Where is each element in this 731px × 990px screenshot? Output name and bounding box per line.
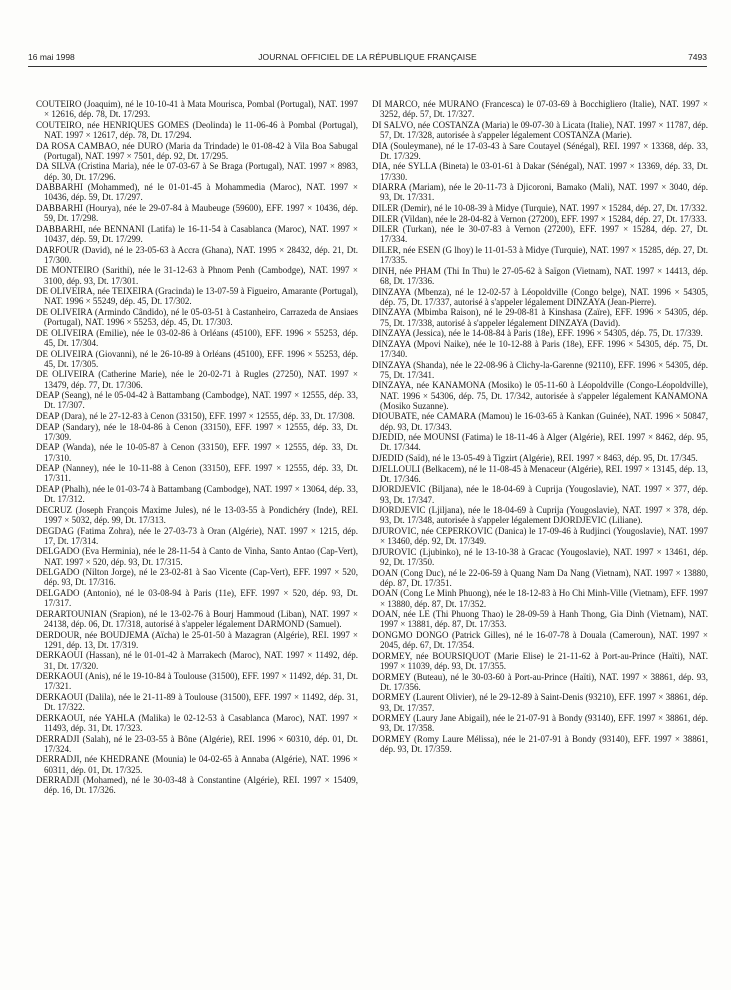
naturalization-entry: DERDOUR, née BOUDJEMA (Aïcha) le 25-01-50 à Mazagran (Algérie), REI. 1997 × 1291, dép. 13, Dt. 17/319. (36, 629, 358, 650)
naturalization-entry: DE OLIVEIRA (Emilie), née le 03-02-86 à Orléans (45100), EFF. 1996 × 55253, dép. 45, Dt. 17/304. (36, 327, 358, 348)
naturalization-entry: DINZAYA (Mbenza), né le 12-02-57 à Léopoldville (Congo belge), NAT. 1996 × 54305, dép. 75, Dt. 17/337, autorisé à s'appeler légalement DINZAYA (Jean-Pierre). (372, 286, 708, 307)
naturalization-entry: DJEDID (Saïd), né le 13-05-49 à Tigzirt (Algérie), REI. 1997 × 8463, dép. 95, Dt. 17/345. (372, 452, 698, 463)
naturalization-entry: DEAP (Seang), né le 05-04-42 à Battambang (Cambodge), NAT. 1997 × 12555, dép. 33, Dt. 17/307. (36, 390, 358, 411)
naturalization-entry: DJELLOULI (Belkacem), né le 11-08-45 à Menaceur (Algérie), REI. 1997 × 13145, dép. 13, Dt. 17/346. (372, 463, 708, 484)
naturalization-entry: COUTEIRO, née HENRIQUES GOMES (Deolinda) le 11-06-46 à Pombal (Portugal), NAT. 1997 × 12617, dép. 78, Dt. 17/294. (36, 119, 358, 140)
naturalization-entry: DJORDJEVIC (Ljiljana), née le 18-04-69 à Cuprija (Yougoslavie), NAT. 1997 × 378, dép. 93, Dt. 17/348, autorisée à s'appeler légalement DJORDJEVIC (Liliane). (372, 505, 708, 526)
naturalization-entry: DORMEY (Romy Laure Mélissa), née le 21-07-91 à Bondy (93140), EFF. 1997 × 38861, dép. 93, Dt. 17/359. (372, 733, 708, 755)
naturalization-entry: DJORDJEVIC (Biljana), née le 18-04-69 à Cuprija (Yougoslavie), NAT. 1997 × 377, dép. 93, Dt. 17/347. (372, 484, 708, 505)
naturalization-entry: DORMEY (Laurent Olivier), né le 29-12-89 à Saint-Denis (93210), EFF. 1997 × 38861, dép. 93, Dt. 17/357. (372, 692, 708, 713)
naturalization-entry: DECRUZ (Joseph François Maxime Jules), né le 13-03-55 à Pondichéry (Inde), REI. 1997 × 5032, dép. 99, Dt. 17/313. (36, 504, 358, 525)
naturalization-entry: DILER (Vildan), née le 28-04-82 à Vernon (27200), EFF. 1997 × 15284, dép. 27, Dt. 17/333. (372, 213, 707, 224)
naturalization-entry: DERKAOUI, née YAHLA (Malika) le 02-12-53 à Casablanca (Maroc), NAT. 1997 × 11493, dép. 31, Dt. 17/323. (36, 712, 358, 733)
header-rule (28, 66, 707, 67)
naturalization-entry: DOAN (Cong Le Minh Phuong), née le 18-12-83 à Ho Chi Minh-Ville (Vietnam), EFF. 1997 × 13880, dép. 87, Dt. 17/352. (372, 588, 708, 609)
naturalization-entry: DORMEY (Laury Jane Abigail), née le 21-07-91 à Bondy (93140), EFF. 1997 × 38861, dép. 93, Dt. 17/358. (372, 713, 708, 734)
naturalization-entry: DEAP (Dara), né le 27-12-83 à Cenon (33150), EFF. 1997 × 12555, dép. 33, Dt. 17/308. (36, 410, 355, 421)
naturalization-entry: DJEDID, née MOUNSI (Fatima) le 18-11-46 à Alger (Algérie), REI. 1997 × 8462, dép. 95, Dt. 17/344. (372, 432, 708, 453)
naturalization-entry: DERKAOUI (Anis), né le 19-10-84 à Toulouse (31500), EFF. 1997 × 11492, dép. 31, Dt. 17/321. (36, 671, 358, 692)
naturalization-entry: DERKAOUI (Hassan), né le 01-01-42 à Marrakech (Maroc), NAT. 1997 × 11492, dép. 31, Dt. 17/320. (36, 650, 358, 671)
naturalization-entry: DINH, née PHAM (Thi In Thu) le 27-05-62 à Saïgon (Vietnam), NAT. 1997 × 14413, dép. 68, Dt. 17/336. (372, 265, 708, 286)
naturalization-entry: DELGADO (Antonio), né le 03-08-94 à Paris (11e), EFF. 1997 × 520, dép. 93, Dt. 17/317. (36, 587, 358, 609)
naturalization-entry: DILER (Demir), né le 10-08-39 à Midye (Turquie), NAT. 1997 × 15284, dép. 27, Dt. 17/332. (372, 202, 708, 213)
naturalization-entry: DEAP (Sandary), née le 18-04-86 à Cenon (33150), EFF. 1997 × 12555, dép. 33, Dt. 17/309. (36, 421, 358, 442)
naturalization-entry: DILER (Turkan), née le 30-07-83 à Vernon (27200), EFF. 1997 × 15284, dép. 27, Dt. 17/334. (372, 224, 708, 245)
naturalization-entry: DA SILVA (Cristina Maria), née le 07-03-67 à Se Braga (Portugal), NAT. 1997 × 8983, dép. 30, Dt. 17/296. (36, 161, 358, 182)
naturalization-entry: DIA (Souleymane), né le 17-03-43 à Sare Coutayel (Sénégal), REI. 1997 × 13368, dép. 33, Dt. 17/329. (372, 140, 708, 161)
header-date: 16 mai 1998 (28, 52, 75, 62)
naturalization-entry: DE OLIVEIRA (Giovanni), né le 26-10-89 à Orléans (45100), EFF. 1996 × 55253, dép. 45, Dt. 17/305. (36, 348, 358, 369)
naturalization-entry: DERRADJI (Salah), né le 23-03-55 à Bône (Algérie), REI. 1996 × 60310, dép. 01, Dt. 17/324. (36, 733, 358, 754)
naturalization-entry: DORMEY, née BOURSIQUOT (Marie Elise) le 21-11-62 à Port-au-Prince (Haïti), NAT. 1997 × 11039, dép. 93, Dt. 17/355. (372, 650, 708, 671)
header-page-number: 7493 (688, 52, 707, 62)
naturalization-entry: DE OLIVEIRA (Armindo Cândido), né le 05-03-51 à Castanheiro, Carrazeda de Ansiaes (Portugal), NAT. 1996 × 55253, dép. 45, Dt. 17/303. (36, 306, 358, 328)
naturalization-entry: DJUROVIC, née CEPERKOVIC (Danica) le 17-09-46 à Rudjinci (Yougoslavie), NAT. 1997 × 13460, dép. 92, Dt. 17/349. (372, 525, 708, 547)
naturalization-entry: DOAN (Cong Duc), né le 22-06-59 à Quang Nam Da Nang (Vietnam), NAT. 1997 × 13880, dép. 87, Dt. 17/351. (372, 567, 708, 588)
header-title: JOURNAL OFFICIEL DE LA RÉPUBLIQUE FRANÇAISE (258, 52, 477, 62)
naturalization-entry: DABBARHI, née BENNANI (Latifa) le 16-11-54 à Casablanca (Maroc), NAT. 1997 × 10437, dép. 59, Dt. 17/299. (36, 223, 358, 244)
naturalization-entry: DINZAYA, née KANAMONA (Mosiko) le 05-11-60 à Léopoldville (Congo-Léopoldville), NAT. 1996 × 54306, dép. 75, Dt. 17/342, autorisée à s'appeler légalement KANAMONA (Mosiko Suzanne). (372, 380, 708, 411)
naturalization-entry: DONGMO DONGO (Patrick Gilles), né le 16-07-78 à Douala (Cameroun), NAT. 1997 × 2045, dép. 67, Dt. 17/354. (372, 629, 708, 651)
naturalization-entry: DI MARCO, née MURANO (Francesca) le 07-03-69 à Bocchigliero (Italie), NAT. 1997 × 3252, dép. 57, Dt. 17/327. (372, 99, 708, 120)
naturalization-entry: DE OLIVEIRA, née TEIXEIRA (Gracinda) le 13-07-59 à Figueiro, Amarante (Portugal), NAT. 1996 × 55249, dép. 45, Dt. 17/302. (36, 286, 358, 307)
naturalization-entry: DI SALVO, née COSTANZA (Maria) le 09-07-30 à Licata (Italie), NAT. 1997 × 11787, dép. 57, Dt. 17/328, autorisée à s'appeler légalement COSTANZA (Marie). (372, 119, 708, 140)
naturalization-entry: DELGADO (Eva Herminia), née le 28-11-54 à Canto de Vinha, Santo Antao (Cap-Vert), NAT. 1997 × 520, dép. 93, Dt. 17/315. (36, 546, 358, 567)
naturalization-entry: DA ROSA CAMBAO, née DURO (Maria da Trindade) le 01-08-42 à Vila Boa Sabugal (Portugal), NAT. 1997 × 7501, dép. 92, Dt. 17/295. (36, 140, 358, 161)
naturalization-entry: DELGADO (Nilton Jorge), né le 23-02-81 à Sao Vicente (Cap-Vert), EFF. 1997 × 520, dép. 93, Dt. 17/316. (36, 567, 358, 588)
naturalization-entry: COUTEIRO (Joaquim), né le 10-10-41 à Mata Mourisca, Pombal (Portugal), NAT. 1997 × 12616, dép. 78, Dt. 17/293. (36, 99, 358, 120)
right-column (372, 99, 708, 990)
naturalization-entry: DE OLIVEIRA (Catherine Marie), née le 20-02-71 à Rugles (27250), NAT. 1997 × 13479, dép. 77, Dt. 17/306. (36, 369, 358, 390)
naturalization-entry: DILER, née ESEN (G lhoy) le 11-01-53 à Midye (Turquie), NAT. 1997 × 15285, dép. 27, Dt. 17/335. (372, 244, 708, 266)
naturalization-entry: DINZAYA (Mpovi Naike), née le 10-12-88 à Paris (18e), EFF. 1996 × 54305, dép. 75, Dt. 17/340. (372, 338, 708, 359)
naturalization-entry: DEGDAG (Fatima Zohra), née le 27-03-73 à Oran (Algérie), NAT. 1997 × 1215, dép. 17, Dt. 17/314. (36, 525, 358, 546)
naturalization-entry: DERRADJI (Mohamed), né le 30-03-48 à Constantine (Algérie), REI. 1997 × 15409, dép. 16, Dt. 17/326. (36, 775, 358, 796)
naturalization-entry: DE MONTEIRO (Sarithi), née le 31-12-63 à Phnom Penh (Cambodge), NAT. 1997 × 3100, dép. 93, Dt. 17/301. (36, 265, 358, 286)
naturalization-entry: DERKAOUI (Dalila), née le 21-11-89 à Toulouse (31500), EFF. 1997 × 11492, dép. 31, Dt. 17/322. (36, 691, 358, 713)
naturalization-entry: DIA, née SYLLA (Bineta) le 03-01-61 à Dakar (Sénégal), NAT. 1997 × 13369, dép. 33, Dt. 17/330. (372, 161, 708, 182)
naturalization-entry: DJUROVIC (Ljubinko), né le 13-10-38 à Gracac (Yougoslavie), NAT. 1997 × 13461, dép. 92, Dt. 17/350. (372, 546, 708, 567)
naturalization-entry: DIOUBATE, née CAMARA (Mamou) le 16-03-65 à Kankan (Guinée), NAT. 1996 × 50847, dép. 93, Dt. 17/343. (372, 411, 708, 432)
naturalization-entry: DERRADJI, née KHEDRANE (Mounia) le 04-02-65 à Annaba (Algérie), NAT. 1996 × 60311, dép. 01, Dt. 17/325. (36, 754, 358, 775)
naturalization-entry: DINZAYA (Shanda), née le 22-08-96 à Clichy-la-Garenne (92110), EFF. 1996 × 54305, dép. 75, Dt. 17/341. (372, 359, 708, 380)
left-column (36, 99, 358, 990)
naturalization-entry: DINZAYA (Mbimba Raison), né le 29-08-81 à Kinshasa (Zaïre), EFF. 1996 × 54305, dép. 75, Dt. 17/338, autorisé à s'appeler légalement DINZAYA (David). (372, 307, 708, 328)
naturalization-entry: DARFOUR (David), né le 23-05-63 à Accra (Ghana), NAT. 1995 × 28432, dép. 21, Dt. 17/300. (36, 244, 358, 265)
naturalization-entry: DABBARHI (Hourya), née le 29-07-84 à Maubeuge (59600), EFF. 1997 × 10436, dép. 59, Dt. 17/298. (36, 202, 358, 224)
naturalization-entry: DEAP (Phalh), née le 01-03-74 à Battambang (Cambodge), NAT. 1997 × 13064, dép. 33, Dt. 17/312. (36, 483, 358, 505)
naturalization-entry: DOAN, née LE (Thi Phuong Thao) le 28-09-59 à Hanh Thong, Gia Dinh (Vietnam), NAT. 1997 × 13881, dép. 87, Dt. 17/353. (372, 609, 708, 630)
naturalization-entry: DIARRA (Mariam), née le 20-11-73 à Djicoroni, Bamako (Mali), NAT. 1997 × 3040, dép. 93, Dt. 17/331. (372, 182, 708, 203)
page-header (28, 52, 707, 66)
naturalization-entry: DORMEY (Buteau), né le 30-03-60 à Port-au-Prince (Haïti), NAT. 1997 × 38861, dép. 93, Dt. 17/356. (372, 671, 708, 692)
naturalization-entry: DERARTOUNIAN (Srapion), né le 13-02-76 à Bourj Hammoud (Liban), NAT. 1997 × 24138, dép. 06, Dt. 17/318, autorisé à s'appeler légalement DARMOND (Samuel). (36, 608, 358, 629)
naturalization-entry: DEAP (Wanda), née le 10-05-87 à Cenon (33150), EFF. 1997 × 12555, dép. 33, Dt. 17/310. (36, 442, 358, 463)
naturalization-entry: DEAP (Nanney), née le 10-11-88 à Cenon (33150), EFF. 1997 × 12555, dép. 33, Dt. 17/311. (36, 463, 358, 484)
naturalization-entry: DINZAYA (Jessica), née le 14-08-84 à Paris (18e), EFF. 1996 × 54305, dép. 75, Dt. 17/339. (372, 328, 703, 339)
naturalization-entry: DABBARHI (Mohammed), né le 01-01-45 à Mohammedia (Maroc), NAT. 1997 × 10436, dép. 59, Dt. 17/297. (36, 182, 358, 203)
